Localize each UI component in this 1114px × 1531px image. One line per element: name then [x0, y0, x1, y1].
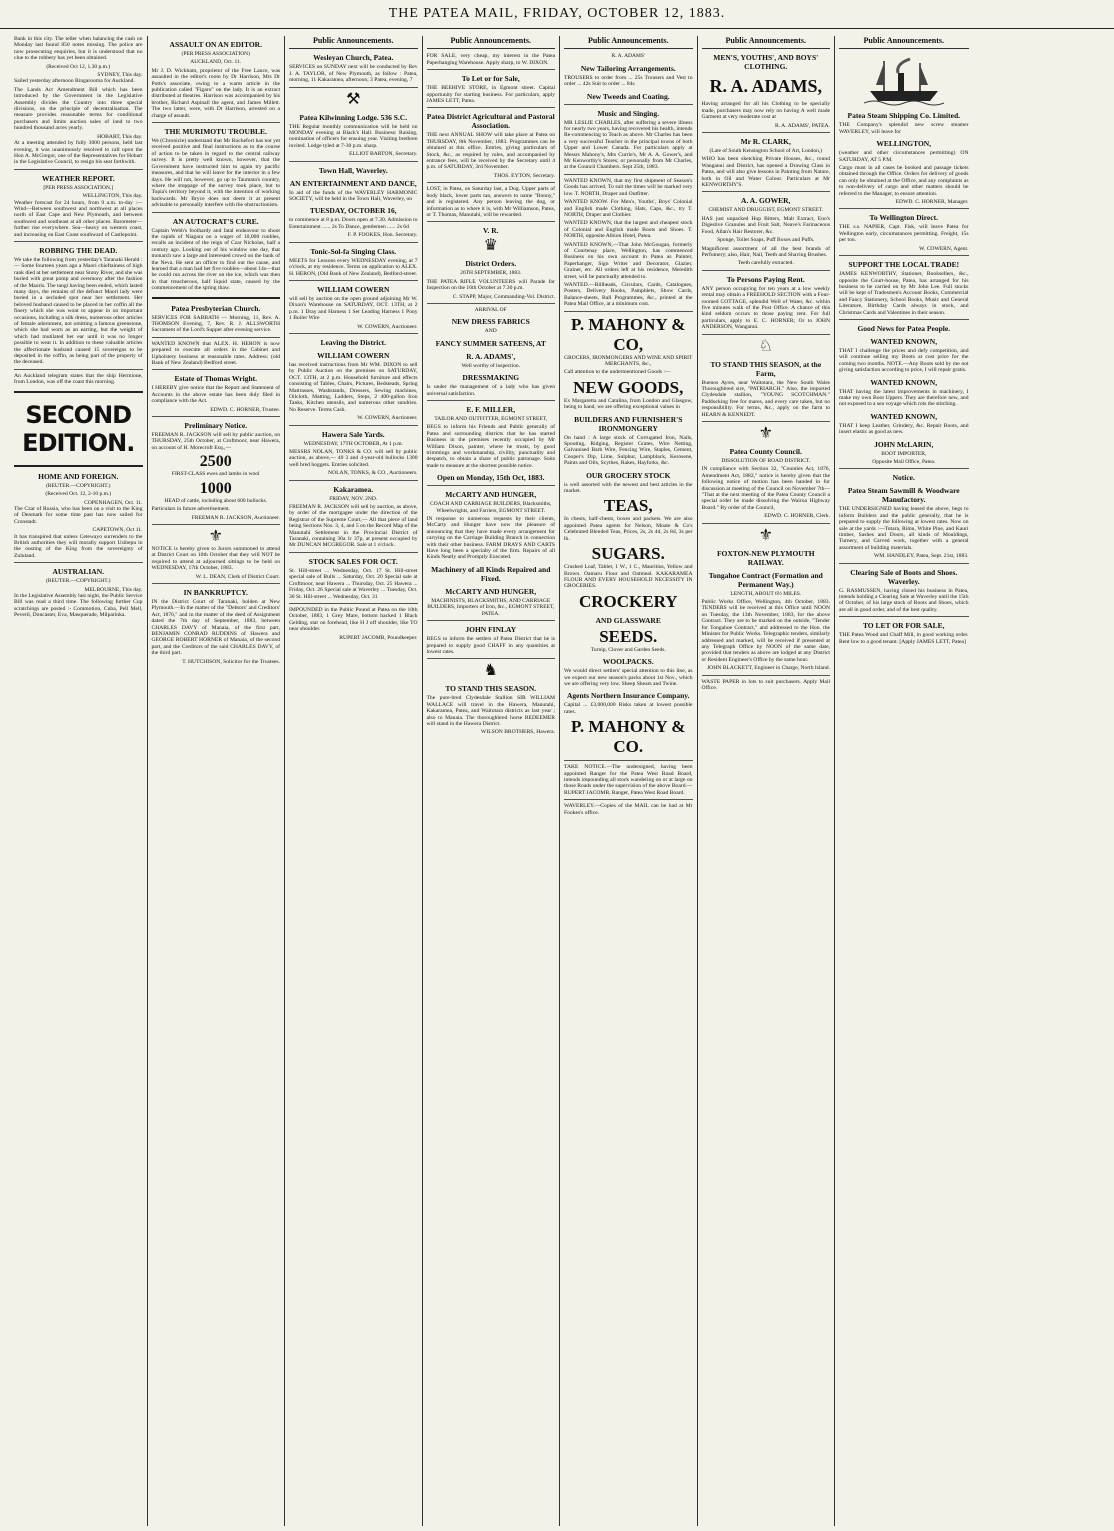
dateline: HOBART, This day. — [97, 133, 143, 140]
ad-heading: Hawera Sale Yards. — [321, 429, 385, 439]
dateline: CAPETOWN, Oct 11. — [92, 527, 143, 534]
ad-body: THE Company's splendid new screw steamer WAVERLEY, will leave for — [839, 122, 969, 135]
ad-heading: TO STAND THIS SEASON. — [445, 684, 537, 694]
section-heading: THE MURIMOTU TROUBLE. — [164, 127, 267, 137]
news-paragraph: The Czar of Russia, who has been on a visit to the King of Denmark for some time past has now sailed for Cronstadt. — [14, 505, 143, 525]
ad-heading: District Orders. — [465, 259, 517, 269]
ad-heading: JOHN McLARIN, — [874, 439, 934, 449]
ad-body: IN response to numerous requests by their clients, McCarty and Hunger have now the pleasure of announcing that they have made every arrangement for carrying on the Carriage Building Branch in connection with their other business. FARM DRAYS AND CARTS Have long been a specialty of the firm. Repairs of all Kinds Neatly and Promptly Executed. — [426, 516, 555, 561]
divider — [702, 132, 831, 133]
ad-heading: FANCY SUMMER SATEENS, AT — [435, 338, 546, 348]
ad-body: TAKE NOTICE.—The undersigned, having been appointed Ranger for the Patea West Road Board, intends impounding all stock wandering on or at large on those Roads under the supervision of the above Board.—RUPERT JACOMB, Ranger, Patea West Road Board. — [564, 764, 693, 796]
ad-subheading: GROCERS, IRONMONGERS AND WINE AND SPIRIT MERCHANTS, &c., — [564, 354, 693, 367]
ad-signature: F. P. FOOKES, Hon. Secretary. — [347, 232, 418, 239]
divider — [152, 212, 281, 213]
ad-body: St. Hill-street ... Wednesday, Oct. 17 St. Hill-street special sale of Bulls ... Saturday, Oct. 20 Special sale at Croftmoor, near Hawera ... Thursday, Oct. 25 Hawera ... Friday, Oct. 26 Special sale at Waverley ... Tuesday, Oct. 30 St. Hill-street ... Wednesday, Oct. 31 — [289, 567, 418, 600]
masthead-title: THE PATEA MAIL, FRIDAY, OCTOBER 12, 1883. — [388, 6, 726, 21]
ad-body: BEGS to inform the settlers of Patea District that he is prepared to supply good CHAFF in any quantities at lowest rates. — [426, 636, 555, 655]
column-5 — [560, 36, 698, 1526]
ad-signature: NOLAN, TONKS, & CO., Auctioneers. — [328, 470, 418, 477]
steamship-icon — [864, 53, 944, 107]
divider — [289, 480, 418, 481]
section-heading: WEATHER REPORT. — [41, 173, 115, 183]
ad-body: WANTED KNOWN, that the largest and cheapest stock of Colonial and English made Boots and Shoes. T. NORTH, opposite Albion Hotel, Patea. — [564, 220, 693, 240]
horse-icon: ♞ — [483, 662, 498, 680]
ad-body: to commence at 8 p.m. Doors open at 7.30. Admission to Entertainment ...... 2s To Dance, gentlemen ...... 2s 6d — [289, 217, 418, 230]
ad-subheading: LENGTH, ABOUT 6½ MILES. — [730, 590, 802, 597]
divider — [839, 616, 969, 617]
ad-signature: C. STAPP, Major, Commanding-Vol. District. — [452, 293, 555, 300]
ad-signature: JOHN BLACKETT, Engineer in Charge, North Island. — [707, 665, 830, 672]
news-paragraph: In the Legislative Assembly last night, the Public Service Bill was read a third time. The following further Cup scratchings are posted :- Commotion, Cuba, Pell Mell, Peveril, Doncaster, Eva, Masquerade, Milparinka. — [14, 592, 143, 619]
ad-body: WANTED KNOWN,—That John McGougan, formerly of Courtenay place, Wellington, has commenced Business on his own account in Patea as Painter, Paperhanger, Sign Writer and Decorator, Glazier, Grainer, etc. All orders left at his residence, Meredith street, will be punctually attended to. — [564, 241, 693, 280]
ad-body: Particulars in future advertisement. — [151, 506, 231, 513]
columns — [10, 36, 1110, 1526]
royal-crest-icon: ⚜ — [758, 425, 773, 442]
ad-signature: W. COWERN, Agent. — [919, 245, 969, 252]
divider — [152, 369, 281, 370]
divider — [289, 161, 418, 162]
ad-body: WANTED KNOWN, that my first shipment of Season's Goods has arrived. To suit the times will be marked very low. T. NORTH, Draper and Outfitter. — [564, 177, 693, 197]
ad-body: In chests, half-chests, boxes and packets. We are also appointed Patea agents for Nelson, Moate & Co's Celebrated Blended Teas, Prices, 2s, 2s 4d, 2s 8d, 3s per lb. — [564, 516, 693, 542]
divider — [839, 208, 969, 209]
ad-body: Having arranged for all his Clothing to be specially made, purchasers may now rely on having A well made Garment at very moderate cost at — [701, 101, 830, 121]
ad-signature: W. COWERN, Auctioneer. — [357, 415, 418, 422]
column-7 — [835, 36, 973, 1526]
ad-date: WEDNESDAY, 17TH OCTOBER, At 1 p.m. — [303, 440, 403, 447]
ad-body: THE Regular monthly communication will be held on MONDAY evening at Black's Hall. Business: Raising, nomination of officers for ensuing year. Visiting brethren invited. Lodge tyled at 7-30 p.m. sharp. — [289, 123, 418, 149]
ad-body: Is under the management of a lady who has given universal satisfaction. — [426, 384, 555, 397]
horse-icon: ♘ — [758, 337, 773, 355]
ad-heading: SUGARS. — [591, 544, 665, 564]
divider — [152, 524, 281, 525]
ad-body: ANY person occupying for ten years at a low weekly rental may obtain a FREEHOLD SECTION with a Four-roomed COTTAGE, splendid Well of Water, &c. within five minutes walk of the Post Office. A chance of this kind seldom occurs to those paying rent. For full particulars, apply to E. C. HORNER; Or to JOHN ANDERSON, Wanganui. — [701, 285, 830, 331]
ad-body: (weather and other circumstances permitting) ON SATURDAY, AT 5 P.M. — [839, 150, 969, 163]
ad-heading: Leaving the District. — [320, 337, 387, 347]
ad-heading: New Tweeds and Coating. — [586, 91, 670, 101]
ad-body: FREEMAN R. JACKSON will sell by auction, as above, by order of the mortgagee under the direction of the Registrar of the Supreme Court,— All that piece of land being Sections Nos. 3, 4, and 5 on the Record Map of the Manutahi Settlement in the Provincial District of Taranaki, containing 30a 1r 37p, at present occupied by Mr DUNCAN MCGREGOR. Sale at 1 o'clock. — [289, 504, 418, 549]
news-paragraph: Weather forecast for 24 hours, from 9 a.m. to-day :— Wind—Between southwest and northwest at all places north of East Cape and New Plymouth, and between southwest and southeast at all other places. Barometer—further rise everywhere. Sea—heavy on western coast, and increasing on East Coast southward of Castlepoint. — [14, 199, 143, 238]
ad-body: Magnificent assortment of all the best brands of Perfumery; also, Hair, Nail, Teeth and Shaving Brushes. — [701, 245, 830, 258]
ad-heading: Estate of Thomas Wright. — [174, 374, 257, 384]
ad-subheading: (Late of South Kensington School of Art, London,) — [709, 148, 823, 155]
ad-body: AND — [484, 328, 497, 335]
divider — [427, 69, 556, 70]
ad-signature: W. COWERN, Auctioneer. — [357, 323, 418, 330]
divider — [289, 425, 418, 426]
crown-initials: V. R. — [483, 226, 499, 236]
ad-signature: RUPERT JACOMB, Poundkeeper. — [339, 634, 418, 641]
divider — [14, 169, 143, 170]
ad-body: WANTED KNOW. For Men's, Youths', Boys' Colonial and English made Clothing, Hats, Caps, &c., try T. NORTH, Draper and Clothier. — [564, 199, 693, 218]
ad-heading: WOOLPACKS. — [602, 657, 654, 667]
ad-heading: SEEDS. — [599, 626, 658, 646]
crown-icon: ♛ — [483, 237, 498, 255]
ad-body: IMPOUNDED in the Public Pound at Patea on the 10th October, 1883, 1 Grey Mare, bottom backed 1 Black Gelding, star on forehead, like H J off shoulder, like TO near shoulder. — [289, 606, 418, 633]
ad-heading: P. MAHONY & CO. — [571, 717, 686, 757]
ad-body: will sell by auction on the open ground adjoining Mr W. Dixon's Warehouse on SATURDAY, OCT. 13TH, at 2 p.m. 1 Dray and Harness 1 Set Leading Harness 1 Pony 1 Boiler Wire — [289, 295, 418, 322]
ad-heading: BUILDERS AND FURNISHER'S IRONMONGERY — [574, 414, 683, 433]
ad-body: THE UNDERSIGNED having leased the above, begs to inform Builders and the public generally, that he is prepared to supply the following at lowest rates. Now on sale at the yards :—Totara, Rimu, White Pine, and Kauri timber, Sashes and Doors, all kinds of Mouldings, Turnery, and Carved work, together with a general assortment of building materials. — [839, 506, 969, 551]
ad-heading: JOHN FINLAY — [465, 625, 517, 635]
ad-heading: Notice. — [892, 473, 915, 483]
ad-signature: EDWD. C. HORNER, Trustee. — [210, 406, 280, 413]
ad-heading: WANTED KNOWN, — [870, 377, 938, 387]
ad-body: The pure-bred Clydesdale Stallion SIR WILLIAM WALLACE will travel in the Hawera, Manutahi, Kakaramea, Patea, and Waitotara districts as last year ; also to Manaia. The thoroughbred horse REDEEMER will stand in the Hawera District. — [426, 695, 555, 727]
ad-body: BEGS to inform his Friends and Public generally of Patea and surrounding districts that he has started Business in the premises recently occupied by Mr William Dixon, painter, where he trusts, by good trimmings and workmanship, civility, punctuality and despatch, to obtain a share of public patronage. Suits made to measure at the shortest possible notice. — [426, 424, 555, 469]
ad-signature: T. HUTCHISON, Solicitor for the Trustees. — [182, 658, 280, 665]
divider — [14, 241, 143, 242]
divider — [427, 620, 556, 621]
divider — [14, 562, 143, 563]
ad-heading: Tongahoe Contract (Formation and Permanent Way.) — [708, 570, 823, 589]
ad-heading: IN BANKRUPTCY. — [183, 587, 248, 597]
ad-body: WAVERLEY.—Copies of the MAIL can be had at Mr Fookes's office. — [564, 803, 693, 816]
divider — [564, 799, 693, 800]
ad-subheading: DISSOLUTION OF ROAD DISTRICT. — [721, 458, 811, 464]
ad-body: THE Patea Wood and Chaff Mill, in good working order. Rent low to a good tenant. [Apply JAMES LETT, Patea] — [839, 632, 969, 645]
ad-body: MEETS for Lessons every WEDNESDAY evening, at 7 o'clock, at my residence. Terms on application to ALEX. H. HERON, (Old Bank of New Zealand), Bedford-street. — [289, 257, 418, 277]
column-heading: Public Announcements. — [702, 36, 831, 49]
divider — [427, 303, 556, 304]
ad-heading: To Wellington Direct. — [869, 213, 938, 223]
news-paragraph: Bank in this city. The teller when balancing the cash on Monday last found 850 notes missing. The police are now prosecuting enquiries, but it is understood that no clue to the robbery has yet been obtained. — [14, 36, 143, 62]
ad-body: THE PATEA RIFLE VOLUNTEERS will Parade for Inspection on the 16th October at 7.30 p.m. — [426, 278, 555, 292]
ad-heading: Clearing Sale of Boots and Shoes. Waverley. — [850, 567, 958, 586]
divider — [289, 333, 418, 334]
ad-heading: WANTED KNOWN, — [870, 411, 938, 421]
divider — [289, 242, 418, 243]
divider — [152, 583, 281, 584]
ad-subheading: COACH AND CARRIAGE BUILDERS, Blacksmiths, Wheelwrights, and Farriers, EGMONT STREET. — [430, 501, 552, 514]
stock-count: 1000 — [199, 479, 232, 497]
ad-subheading: CHEMIST AND DRUGGIST, EGMONT STREET. — [708, 207, 823, 214]
ad-body: WHO has been sketching Private Houses, &c., round Wanganui and District, has opened a Drawing Class in Patea, and will also give lessons in Painting from Nature, both in Oil and Water Colour. Particulars at Mr KENWORTHY'S. — [701, 156, 830, 189]
ad-body: has received instructions from Mr WM. DIXON to sell by Public Auction on the premises on SATURDAY, OCT. 13TH, at 2 p.m. Household furniture and effects consisting of Tables, Chairs, Pictures, Bedsteads, Spring Mattrasses, Washstands, Dressers, Sewing machines, Oilcloth, Matting, Ladders, Steps, 2 400-gallon Iron Tanks, Kitchen utensils, and numerous other sundries. No Reserve. Terms Cash. — [289, 361, 418, 413]
ad-signature: ELLIOT BARTON, Secretary. — [349, 151, 418, 158]
divider — [702, 523, 831, 524]
divider — [839, 563, 969, 564]
ad-body: Turnip, Clover and Garden Seeds. — [590, 646, 666, 653]
divider — [289, 87, 418, 88]
ad-body: In aid of the funds of the WAVERLEY HARMONIC SOCIETY, will be held in the Town Hall, Waverley, on — [289, 189, 418, 203]
divider — [839, 255, 969, 256]
ad-signature: THOS. EYTON, Secretary. — [493, 172, 555, 179]
ad-signature: FREEMAN R. JACKSON, Auctioneer. — [191, 514, 280, 521]
column-1 — [10, 36, 148, 1526]
dateline: (Received Oct. 12, 2-10 p.m.) — [45, 491, 112, 498]
ad-heading: Agents Northern Insurance Company. — [566, 691, 690, 701]
ad-signature: WILSON BROTHERS, Hawera. — [481, 729, 555, 736]
divider — [702, 191, 831, 192]
ad-body: G. RASMUSSEN, having closed his business in Patea, intends holding a Clearing Sale at Waverley until the 15th of October, of his large stock of Boots and Shoes, which are all in good order, and of the best quality. — [839, 587, 969, 613]
ad-body: TROUSERS to order from ... 25s Trousers and Vest to order ... 42s Suit to order ... 84s — [564, 74, 693, 88]
news-paragraph: Mr J. D. Wickham, proprietor of the Free Lance, was assaulted in the editor's room by Dr Harrison, Mrs Dr Potts's associate, owing to a warm article in the publication called "Figaro" on the lady. It is an extract distributed at theatres. Harrison was accompanied by his brother, Richard Aspinall the agent, and James Millett. The two latter, were, with Dr Harrison, arrested on a charge of assault. — [151, 67, 280, 119]
divider — [564, 104, 693, 105]
ad-body: Buenos Ayres, near Waitotara, the New South Wales Thoroughbred sire, "PATRIARCH." Also, the imported Clydesdale stallion, "YOUNG SCOTCHMAN." Paddocking free for mares, and every care taken, but no responsibility. For terms, &c., apply on the farm to HEARN & KENNEDT. — [701, 379, 830, 418]
ad-date: TUESDAY, OCTOBER 16, — [309, 206, 397, 216]
ad-heading: To Persons Paying Rent. — [726, 274, 805, 284]
ad-signature: R. A. ADAMS', PATEA. — [774, 122, 830, 129]
divider — [702, 675, 831, 676]
dateline: MELBOURNE, This day. — [84, 586, 143, 593]
ad-body: LOST, in Patea, on Saturday last, a Dog. Upper parts of body black, lower parts tan, answers to name "Bonny," and is registered. Any person leaving the dog, or information as to where it is, with Mr Williamson, Patea, or T. Thomas, Manutahi, will be rewarded. — [426, 186, 555, 218]
column-heading: Public Announcements. — [427, 36, 556, 49]
ad-subheading: R. A. ADAMS' — [611, 53, 645, 60]
ad-body: WANTED.—Billheads, Circulars, Cards, Catalogues, Posters, Delivery Books, Pamphlets, Show Cards, Balance-sheets, Ball Programmes, &c., printed at the Patea Mail Office, at a minimum cost. — [564, 281, 693, 308]
news-paragraph: An Auckland telegram states that the ship Hermione, from London, was off the coast this morning. — [14, 372, 143, 386]
column-4 — [423, 36, 561, 1526]
divider — [427, 107, 556, 108]
ad-heading: TO STAND THIS SEASON, at the Farm, — [710, 359, 822, 378]
stock-count: 2500 — [199, 453, 232, 471]
ad-body: Ex Margaretta and Catalina, from London and Glasgow, being to hand, we are offering exceptional values in — [564, 397, 693, 411]
divider — [152, 122, 281, 123]
divider — [427, 182, 556, 183]
divider — [152, 297, 281, 299]
ad-signature: EDWD. C. HORNER, Manager. — [895, 199, 969, 206]
ad-heading: Machinery of all Kinds Repaired and Fixed. — [431, 564, 551, 583]
ad-body: NOTICE is hereby given to Jurors summoned to attend at District Court on 10th October that they will NOT be required to attend at adjourned sittings to be held on WEDNESDAY, 17th October, 1883. — [151, 545, 280, 572]
news-paragraph: Captain Webb's foolhardy and fatal endeavour to shoot the rapids of Niagara on a wager of 10,000 roubles, recalls an incident of the reign of Czar Nicholas, half a century ago. Looking out of his window one day, that monarch saw a large and interested crowd on the bank of the Neva. He sent an officer to find out the cause, and learned that a man had bet five roubles—about 14s—that he could run across the river on the ice, which was then in that treacherous, half liquid state, caused by the commencement of the spring thaw. — [151, 227, 280, 292]
divider — [564, 311, 693, 312]
ad-body: THAT I challenge the prices and defy competition, and will continue selling my Boots at cost price for the coming two months. NOTE.—Any Boots sold by me not giving satisfaction according to price, I will repair gratis. — [839, 347, 969, 374]
dateline: (Received Oct 12, 1.30 p.m.) — [46, 63, 111, 70]
section-heading: ASSAULT ON AN EDITOR. — [169, 40, 262, 49]
byline: (REUTER.—COPYRIGHT.) — [46, 482, 111, 489]
ad-heading: TEAS, — [603, 496, 653, 516]
divider — [14, 465, 143, 467]
divider — [152, 416, 281, 417]
ad-heading: R. A. ADAMS, — [709, 76, 822, 97]
byline: [PER PRESS ASSOCIATION.] — [43, 184, 114, 191]
divider — [839, 468, 969, 469]
ad-body: WANTED KNOWN that ALEX. H. HERON is now prepared to execute all orders in the Cabinet and Upholstery business at reasonable rates. Address: (old Bank of New Zealand) Bedford street. — [151, 340, 280, 367]
ad-heading: NEW GOODS, — [573, 377, 684, 397]
ad-body: WASTE PAPER in lots to suit purchasers. Apply Mail Office. — [701, 678, 830, 691]
ad-heading: R. A. ADAMS', — [466, 351, 516, 361]
ad-heading: Preliminary Notice. — [184, 421, 248, 431]
column-heading: Public Announcements. — [839, 36, 969, 49]
divider — [289, 280, 418, 281]
news-paragraph: It has transpired that unless Cetewayo surrenders to the British authorities they will morally support Usibepu in the ousting of the King from the sovereignty of Zululand. — [14, 533, 143, 559]
ad-heading: MEN'S, YOUTHS', AND BOYS' CLOTHING. — [713, 53, 819, 72]
ad-heading: Patea Presbyterian Church. — [171, 303, 261, 313]
ad-heading: OUR GROCERY STOCK — [586, 470, 671, 480]
ad-body: THAT I keep Leather, Grindery, &c. Repair Boots, and insert elastic as good as new. — [839, 422, 969, 436]
divider — [289, 603, 418, 604]
column-2 — [148, 36, 286, 1526]
ad-heading: Patea County Council. — [729, 447, 802, 456]
ad-signature: W. L. DEAN, Clerk of District Court. — [195, 573, 280, 580]
ad-heading: Patea Steam Shipping Co. Limited. — [847, 111, 960, 121]
ad-body: Opposite Mail Office, Patea. — [872, 459, 936, 465]
ad-heading: Town Hall, Waverley. — [318, 165, 388, 175]
ad-body: HAS just unpacked Hop Bitters, Malt Extract, Eno's Digestive Granules and Fruit Salt, Neave's Farinaceous Food, Allan's Hair Restorer, &c. — [701, 215, 830, 235]
ad-heading: TO LET OR FOR SALE, — [862, 621, 945, 631]
news-paragraph: We take the following from yesterday's Taranaki Herald :— Some fourteen years ago a Maori chieftainess of high rank died at her settlement near Stony River, and she was buried with great pomp and ceremony after the fashion of the Maoris. The tangi having been ended, which lasted many days, the remains of the defunct Maori lady were buried in a secluded spot near her settlement. Her beloved husband caused to be placed in her coffin all the finery which she was wont to appear in on important occasions, including a silk dress, numerous other articles of female adornment, not omitting a famous greenstone, which she had worn as an earring, but the weight of which had mutilated her ear until it was no longer possible to wear it. In addition to these valuable articles the affectionate husband caused 15 sovereigns to be deposited in the coffin, as being part of the property of the deceased. — [14, 256, 143, 366]
divider — [427, 485, 556, 486]
dateline: SYDNEY, This day. — [97, 72, 143, 79]
ad-body: Well worthy of inspection. — [461, 362, 521, 369]
masthead — [0, 0, 1114, 29]
ad-heading: Wesleyan Church, Patea. — [313, 53, 394, 63]
ad-heading: STOCK SALES FOR OCT. — [308, 556, 398, 566]
ad-signature: EDWD. C. HORNER, Clerk. — [764, 513, 830, 520]
dateline: WELLINGTON, This day. — [82, 193, 143, 200]
section-heading: AN AUTOCRAT'S CURE. — [172, 216, 259, 226]
royal-crest-icon: ⚜ — [208, 527, 223, 545]
ad-body: Cargo must in all cases be booked and passage tickets obtained through the Office. Orders for delivery of goods can only be obtained at the Office, and any complaints as to non-delivery of cargo and other matters should be referred to the Manager, to ensure attention. — [839, 165, 969, 197]
royal-crest-icon: ⚜ — [758, 526, 773, 544]
ad-heading: WANTED KNOWN, — [870, 336, 938, 346]
ad-body: Sponge, Toilet Soaps, Puff Boxes and Puffs. — [717, 237, 815, 244]
ad-subheading: BOOT IMPORTER, — [881, 450, 927, 457]
byline: (PER PRESS ASSOCIATION) — [181, 51, 250, 57]
section-heading: ROBBING THE DEAD. — [39, 245, 118, 255]
divider — [14, 369, 143, 370]
ad-body: FOR SALE, very cheap, my interest in the Patea Paperhanging Warehouse. Apply sharp, to W. DIXON. — [426, 53, 555, 66]
ad-body: SERVICES FOR SABBATH — Morning, 11, Rev. A. THOMSON Evening, 7, Rev. R. J. ALLSWORTH Sacrament of the Lord's Supper after evening service. — [151, 314, 280, 334]
news-paragraph: Sailed yesterday afternoon Ringarooma for Auckland. — [14, 78, 135, 85]
ad-body: is well assorted with the newest and best articles in the market. — [564, 481, 693, 495]
ad-heading: DRESSMAKING — [462, 373, 520, 383]
ad-heading: New Tailoring Arrangements. — [580, 63, 676, 73]
ad-body: We would direct settlers' special attention to this line, as we expect our new season's packs about 1st Nov., which we are offering very low. Sheep Shears and Twine. — [564, 668, 693, 687]
ad-heading: AND GLASSWARE — [595, 615, 661, 625]
ad-heading: Good News for Patea People. — [857, 323, 951, 333]
ad-heading: McCARTY AND HUNGER, — [445, 586, 537, 596]
ad-heading: P. MAHONY & CO, — [571, 314, 686, 354]
ad-body: THE s.s. NAPIER, Capt. Fisk, will leave Patea for Wellington early, circumstances permitting. Freight, 15s per ton. — [839, 224, 969, 244]
ad-heading: E. F. MILLER, — [466, 404, 516, 414]
ad-body: Public Works Office, Wellington, 4th October, 1883. TENDERS will be received at this Office until NOON on Tuesday, the 13th November, 1883, for the above Contract. They are to be marked on the outside, "Tender for Tongahoe Contract," and addressed to the Hon. the Minister for Public Works. Telegraphic tenders, similarly addressed and marked, will be received if presented at any Telegraph Office by NOON of the same date, provided that tenders as above are lodged at any District or Resident Engineer's Office by the same hour. — [701, 599, 830, 663]
ad-body: FIRST-CLASS ewes and lambs in wool — [171, 471, 260, 478]
divider — [14, 391, 143, 393]
divider — [839, 319, 969, 320]
news-paragraph: We (Chronicle) understand that Mr Rochefort has not yet received positive and final instructions as to the course of action to be taken in regard to the central railway survey. It is pretty well known, however, that the Government have instructed him to again try pacific measures, and that he will leave for the interior in a few days. He will not, however, go up to Taumata's country, where the stoppage of the survey took place, but to Topia's territory beyond it, with the intention of working backwards. Mr Bryce does not deem it at present advisable to personally interfere with the obstructionists. — [151, 138, 280, 209]
ad-body: Capital ... £3,000,000 Risks taken at lowest possible rates. — [564, 702, 693, 715]
masonic-compass-icon: ⚒ — [346, 90, 361, 108]
ad-heading: CROCKERY — [578, 591, 678, 611]
ad-body: FREEMAN R. JACKSON will sell by public auction, on THURSDAY, 25th October, at Croftmoor, near Hawera, on account of H. Morecroft Esq.,— — [151, 432, 280, 451]
ad-body: SERVICES on SUNDAY next will be conducted by Rev J. A. TAYLOR, of New Plymouth, as follow : Patea, morning, 11 Kakaramea, afternoon, 3 Patea, evening, 7 — [289, 64, 418, 84]
ad-body: THE next ANNUAL SHOW will take place at Patea on THURSDAY, 8th November, 1883. Programmes can be obtained at this office. Entries, giving particulars of Stock, &c., as required by rules, and accompanied by entrance fees, will be received by the Secretary until 4 p.m. of SATURDAY, 3rd November. — [426, 132, 555, 171]
ad-body: On hand : A large stock of Corrugated Iron, Nails, Spouting, Ridging, Register Grates, Wire Netting, Galvanised Barb Wire, Fencing Wire, Staples, Cement, Cooper's Dip, Lime, Sulphur, Lampblack, Kerosene, Paints and Oils, Scythes, Rakes, Hayforks, &c. — [564, 434, 693, 467]
ad-body: THAT having the latest improvements in machinery, I make my own Boot Uppers. They are therefore new, and not exposed to a sea voyage which rots the stitching. — [839, 388, 969, 408]
ad-heading: Patea District Agricultural and Pastoral Association. — [426, 112, 555, 131]
divider — [427, 400, 556, 401]
section-heading: HOME AND FOREIGN. — [38, 471, 119, 481]
divider — [702, 334, 831, 335]
ad-heading: WILLIAM COWERN — [317, 350, 390, 360]
ad-heading: Tonic-Sol-fa Singing Class. — [310, 246, 397, 256]
ad-body: IN the District Court of Taranaki, holden at New Plymouth.—In the matter of the "Debtors' and Creditors' Act, 1876," and in the matter of the deed of Assignment dated the 7th day of September, 1883, between CHARLES DAVY of Manaia, of the first part, BENJAMIN CONRAD RUDDINS of Hawera and GEORGE ROBERT HORNER of Manaia, of the second part, and the Creditors of the said CHARLES DAVY, of the third part. — [151, 598, 280, 657]
divider — [564, 174, 693, 175]
divider — [702, 421, 831, 422]
ad-body: ARRIVAL OF — [474, 306, 507, 313]
divider — [427, 658, 556, 659]
column-heading: Public Announcements. — [564, 36, 693, 49]
dateline: AUCKLAND, Oct. 11. — [190, 59, 242, 66]
ad-subheading: TAILOR AND OUTFITTER, EGMONT STREET, — [434, 415, 548, 422]
column-3 — [285, 36, 423, 1526]
ad-date: FRIDAY, NOV. 2ND. — [329, 495, 378, 502]
column-6 — [698, 36, 836, 1526]
ad-heading: Patea Steam Sawmill & Woodware Manufactory. — [847, 486, 960, 505]
ad-heading: McCARTY AND HUNGER, — [445, 490, 537, 500]
byline: (REUTER.—COPYRIGHT.) — [46, 578, 111, 585]
ad-heading: FOXTON-NEW PLYMOUTH RAILWAY. — [716, 548, 815, 567]
ad-body: I HEREBY give notice that the Report and Statement of Accounts in the above estate has been duly filed in compliance with the Act. — [151, 385, 280, 405]
section-heading: AUSTRALIAN. — [52, 567, 104, 577]
ad-body: MR LESLIE CHARLES, after suffering a severe illness for nearly two years, having recovered his health, intends Re-commencing to Teach as above. Mr Charles has been a very successful Teacher in the principal towns of both Upper and Lower Canada. For particulars apply at Messrs Mahony's, Mrs Currie's, Mr A. A. Gower's, and Mr Kenworthy's Stores; or personally from Mr Charles, at the Council Chambers. Sept 25th, 1883. — [564, 119, 693, 171]
ad-heading: A. A. GOWER, — [741, 196, 791, 206]
ad-body: MESSRS NOLAN, TONKS & CO. will sell by public auction, as above,— 40 3 and 4-year-old bullocks 1300 well bred hoggets. Entries solicited. — [289, 449, 418, 468]
column-heading: Public Announcements. — [289, 36, 418, 49]
ad-body: HEAD of cattle, including about 600 bullocks. — [164, 497, 268, 504]
ad-body: Crushed Loaf, Tablet, 1 W., 1 C., Mauritius, Yellow and Brown. Oamaru Flour and Oatmeal. KAKARAMEA FLOUR AND EVERY HOUSEHOLD NECESSITY IN GROCERIES. — [564, 564, 693, 590]
ad-heading: AN ENTERTAINMENT AND DANCE, — [289, 178, 417, 188]
ad-body: IN compliance with Section 32, "Counties Act, 1876, Amendment Act, 1882," notice is hereby given that the following notice of motion has been handed in for discussion at meeting of the Council on November 7th— "That at the next meeting of the Patea County Council a special order be made dissolving the Wairoa Highway Board." By order of the Council, — [701, 466, 830, 511]
ad-body: Call attention to the undermentioned Goods :— — [564, 369, 671, 376]
divider — [427, 221, 556, 222]
ad-heading: WILLIAM COWERN — [317, 284, 390, 294]
ad-subheading: MACHINISTS, BLACKSMITHS, AND CARRIAGE BUILDERS, Importers of Iron, &c., EGMONT STREET, PATEA. — [427, 597, 555, 617]
ad-body: Teeth carefully extracted. — [737, 260, 794, 267]
dateline: COPENHAGEN, Oct. 11. — [84, 499, 143, 506]
divider — [702, 270, 831, 271]
ad-body: THE BEEHIVE STORE, in Egmont street. Capital opportunity for starting business. For particulars, apply JAMES LETT, Patea. — [426, 85, 555, 105]
news-paragraph: The Lands Act Amendment Bill which has been introduced by the Government in the Legislative Assembly divides the Country into three special divisions, on the principle of decentralisation. The measure provides reasonable terms for conditional purchasers and limits auction sales of land to two hundred thousand acres yearly. — [14, 86, 143, 132]
ad-heading: Kakaramea. — [333, 484, 374, 494]
divider — [289, 552, 418, 553]
ad-heading: Open on Monday, 15th Oct, 1883. — [436, 473, 545, 483]
second-edition-banner: SECOND EDITION. — [22, 400, 135, 457]
ad-heading: Music and Singing. — [597, 108, 659, 118]
ad-heading: SUPPORT THE LOCAL TRADE! — [848, 260, 960, 270]
ad-signature: WM. HANDLEY, Patea, Sept. 21st, 1883. — [873, 553, 969, 560]
ad-heading: Patea Kilwinning Lodge. 536 S.C. — [299, 112, 408, 122]
divider — [152, 337, 281, 338]
ad-date: 26TH SEPTEMBER, 1883. — [460, 270, 522, 277]
ad-heading: Mr R. CLARK, — [740, 137, 791, 147]
ad-heading: NEW DRESS FABRICS — [451, 317, 530, 327]
news-paragraph: At a meeting attended by fully 3000 persons, held last evening, it was unanimously resolved to call upon the Hon A. McGregor, one of the Representatives for Hobart in the Legislative Council, to resign his seat forthwith. — [14, 140, 143, 166]
ad-body: JAMES KENWORTHY, Stationer, Booksellers, &c., opposite the Court-house, Patea, has arranged for his business to be carried on by Mr John Lee. Full stocks will be kept of Tradesmen's Account Books, Commercial and Fancy Stationery, School Books, Music and General Literature, Birthday Cards always in stock, and Christmas Cards and Valentines in their season. — [839, 271, 969, 316]
ad-heading: To Let or for Sale, — [461, 74, 520, 84]
divider — [564, 760, 693, 761]
ad-heading: WELLINGTON, — [876, 139, 932, 149]
